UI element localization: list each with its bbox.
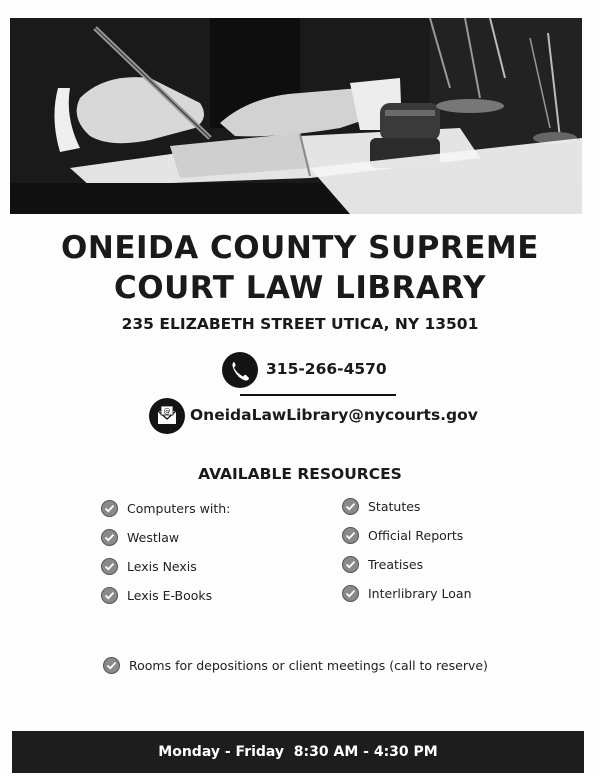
- checkmark-circle-icon: [101, 587, 118, 604]
- resource-label: Lexis Nexis: [127, 559, 197, 574]
- resource-label: Rooms for depositions or client meetings (call to reserve): [129, 658, 488, 673]
- resource-item: [101, 558, 197, 575]
- checkmark-circle-icon: [103, 657, 120, 674]
- street-address: 235 ELIZABETH STREET UTICA, NY 13501: [121, 315, 479, 333]
- courtroom-photo-illustration: [10, 18, 582, 214]
- envelope-at-icon: [149, 398, 185, 434]
- resource-label: Statutes: [368, 499, 421, 514]
- contact-divider: [240, 394, 396, 396]
- resource-item: [342, 556, 423, 573]
- checkmark-circle-icon: [342, 556, 359, 573]
- resource-item: [101, 529, 179, 546]
- library-title-line-1: ONEIDA COUNTY SUPREME: [61, 230, 539, 266]
- header-photo: [10, 18, 582, 214]
- resource-label: Lexis E-Books: [127, 588, 213, 603]
- resource-item: [342, 527, 463, 544]
- checkmark-circle-icon: [101, 558, 118, 575]
- resource-label: Computers with:: [127, 501, 231, 516]
- resource-label: Treatises: [368, 557, 424, 572]
- phone-number[interactable]: 315-266-4570: [266, 360, 387, 378]
- svg-text:@: @: [163, 407, 171, 416]
- hours-footer-bar: [12, 731, 584, 773]
- resource-label: Interlibrary Loan: [368, 586, 472, 601]
- phone-icon: [222, 352, 258, 388]
- hours-text: Monday - Friday 8:30 AM - 4:30 PM: [158, 744, 438, 760]
- checkmark-circle-icon: [342, 498, 359, 515]
- checkmark-circle-icon: [101, 529, 118, 546]
- library-title-line-2: COURT LAW LIBRARY: [114, 270, 486, 306]
- checkmark-circle-icon: [342, 527, 359, 544]
- resource-item: [342, 585, 472, 602]
- resource-label: Westlaw: [127, 530, 180, 545]
- resource-item-rooms: [103, 657, 488, 674]
- resource-item: [101, 500, 230, 517]
- email-address[interactable]: OneidaLawLibrary@nycourts.gov: [190, 406, 478, 424]
- checkmark-circle-icon: [342, 585, 359, 602]
- resources-heading: AVAILABLE RESOURCES: [198, 465, 402, 483]
- resource-item: [101, 587, 212, 604]
- resource-item: [342, 498, 420, 515]
- checkmark-circle-icon: [101, 500, 118, 517]
- resource-label: Official Reports: [368, 528, 464, 543]
